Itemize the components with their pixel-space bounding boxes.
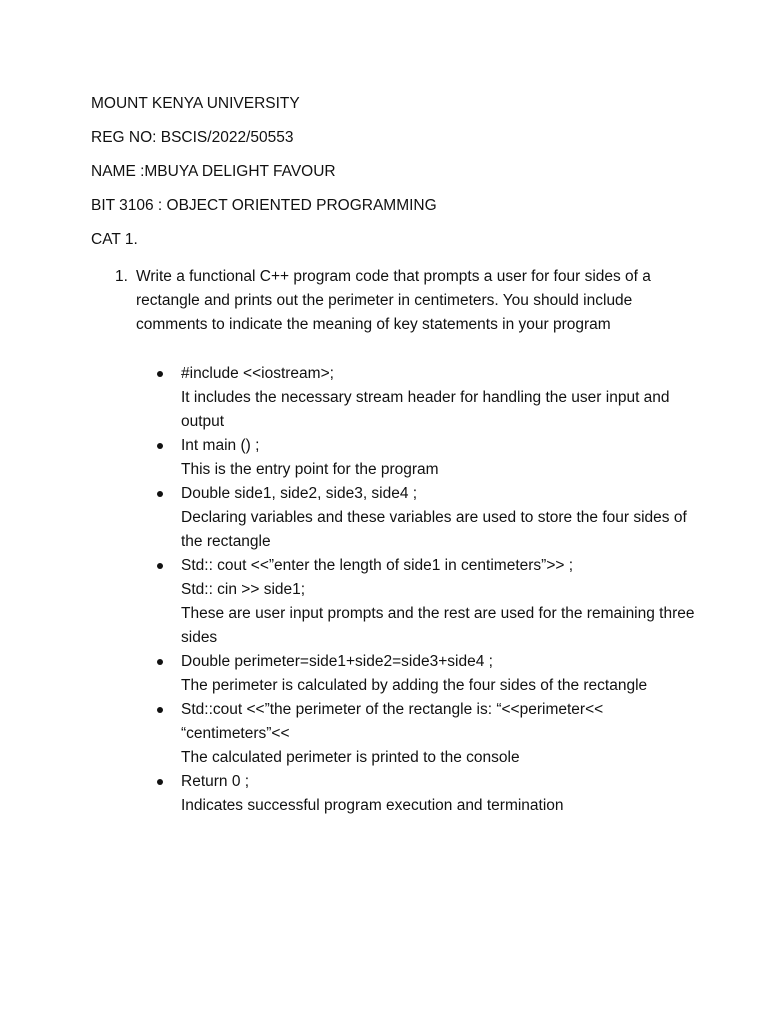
statement-description: This is the entry point for the program bbox=[181, 461, 439, 478]
course-title: BIT 3106 : OBJECT ORIENTED PROGRAMMING bbox=[91, 197, 437, 214]
list-item bbox=[155, 362, 695, 434]
list-item bbox=[155, 770, 695, 818]
code-statement: Double side1, side2, side3, side4 ; bbox=[181, 485, 418, 502]
list-item bbox=[155, 554, 695, 650]
list-item bbox=[155, 434, 695, 482]
question-1 bbox=[91, 265, 691, 337]
code-statement: Std:: cin >> side1; bbox=[181, 581, 306, 598]
bullet-icon bbox=[157, 491, 163, 497]
bullet-icon bbox=[157, 563, 163, 569]
code-statement: Int main () ; bbox=[181, 437, 260, 454]
registration-number: REG NO: BSCIS/2022/50553 bbox=[91, 129, 294, 146]
bullet-icon bbox=[157, 371, 163, 377]
list-item bbox=[155, 698, 695, 770]
list-item bbox=[155, 482, 695, 554]
assessment-title: CAT 1. bbox=[91, 231, 138, 248]
code-statement: #include <<iostream>; bbox=[181, 365, 334, 382]
list-item bbox=[155, 650, 695, 698]
bullet-icon bbox=[157, 707, 163, 713]
answer-list bbox=[155, 362, 695, 818]
statement-description: The perimeter is calculated by adding the four sides of the rectangle bbox=[181, 677, 648, 694]
bullet-icon bbox=[157, 659, 163, 665]
bullet-icon bbox=[157, 779, 163, 785]
code-statement: Std::cout <<”the perimeter of the rectangle is: “<<perimeter<< “centimeters”<< bbox=[181, 701, 604, 742]
code-statement: Double perimeter=side1+side2=side3+side4 ; bbox=[181, 653, 493, 670]
student-name: NAME :MBUYA DELIGHT FAVOUR bbox=[91, 163, 336, 180]
question-text: Write a functional C++ program code that prompts a user for four sides of a rectangle and prints out the perimeter in centimeters. You should include comments to indicate the meaning of key statements in your program bbox=[136, 268, 651, 333]
statement-description: The calculated perimeter is printed to the console bbox=[181, 749, 520, 766]
code-statement: Std:: cout <<”enter the length of side1 in centimeters”>> ; bbox=[181, 557, 574, 574]
question-number: 1. bbox=[115, 268, 128, 285]
statement-description: Declaring variables and these variables are used to store the four sides of the rectangle bbox=[181, 509, 687, 550]
code-statement: Return 0 ; bbox=[181, 773, 250, 790]
statement-description: Indicates successful program execution and termination bbox=[181, 797, 564, 814]
bullet-icon bbox=[157, 443, 163, 449]
university-name: MOUNT KENYA UNIVERSITY bbox=[91, 95, 300, 112]
statement-description: These are user input prompts and the rest are used for the remaining three sides bbox=[181, 605, 695, 646]
statement-description: It includes the necessary stream header for handling the user input and output bbox=[181, 389, 670, 430]
